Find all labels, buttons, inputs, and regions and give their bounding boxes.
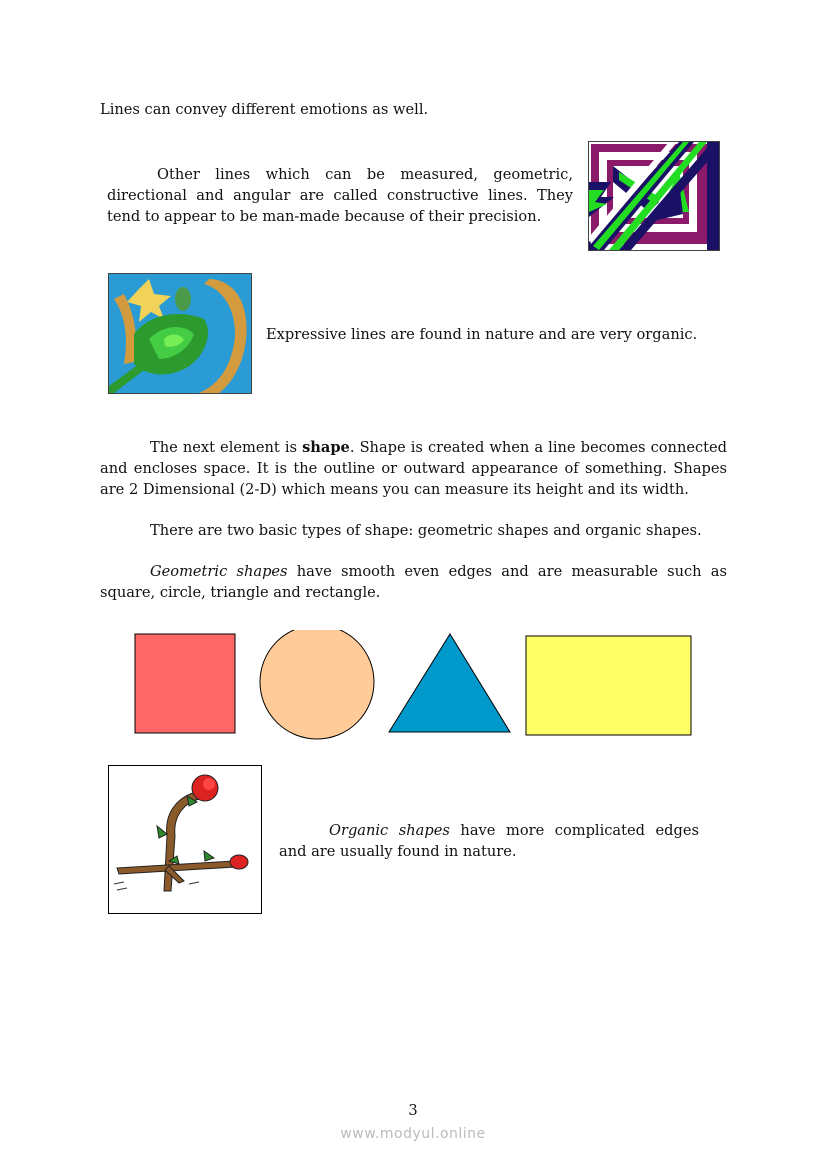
constructive-lines-image — [588, 141, 720, 251]
page-number: 3 — [408, 1102, 418, 1119]
circle-shape — [260, 630, 374, 739]
paragraph-expressive-lines: Expressive lines are found in nature and are very organic. — [266, 326, 698, 343]
text: have smooth even edges and are measurable such as square, circle, triangle and rectangle. — [100, 563, 727, 601]
triangle-shape — [389, 634, 510, 732]
term-organic-shapes: Organic shapes — [329, 822, 450, 839]
geometric-shapes-illustration — [130, 630, 700, 745]
square-shape — [135, 634, 235, 733]
text: have more complicated edges and are usually found in nature. — [279, 822, 699, 860]
expressive-lines-image — [108, 273, 252, 394]
paragraph-emotions: Lines can convey different emotions as well. — [100, 101, 429, 118]
text: . Shape is created when a line becomes connected and encloses space. It is the outline or outward appearance of something. Shapes are 2 Dimensional (2-D) which means you can measure its height and its width. — [100, 439, 727, 498]
paragraph-shape — [100, 437, 727, 500]
paragraph-organic-shapes — [279, 820, 699, 862]
term-geometric-shapes: Geometric shapes — [150, 563, 288, 580]
term-shape: shape — [302, 439, 350, 456]
paragraph-types-of-shape: There are two basic types of shape: geometric shapes and organic shapes. — [150, 522, 702, 539]
rectangle-shape — [526, 636, 691, 735]
watermark: www.modyul.online — [340, 1126, 486, 1142]
paragraph-geometric-shapes — [100, 561, 727, 603]
paragraph-constructive-lines: Other lines which can be measured, geometric, directional and angular are called constructive lines. They tend to appear to be man-made because of their precision. — [107, 166, 573, 225]
rose-image — [108, 765, 262, 914]
text: The next element is — [150, 439, 303, 456]
